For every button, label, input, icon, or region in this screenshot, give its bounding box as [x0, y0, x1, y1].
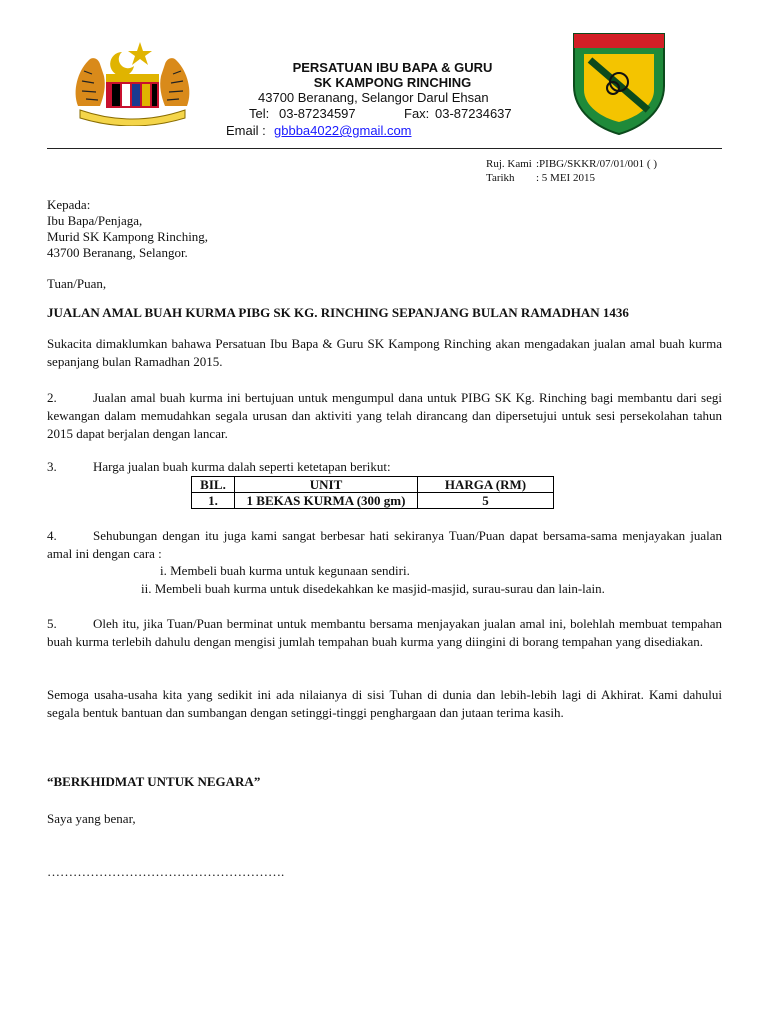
reference-number: :PIBG/SKKR/07/01/001 ( ) [536, 158, 658, 170]
recipient-line3: 43700 Beranang, Selangor. [47, 245, 188, 260]
table-row [192, 493, 554, 509]
reference-label: Ruj. Kami [486, 158, 532, 170]
header-harga: HARGA (RM) [418, 477, 554, 493]
price-table [191, 476, 554, 509]
malaysia-coat-of-arms-logo [70, 36, 195, 126]
cell-unit: 1 BEKAS KURMA (300 gm) [235, 493, 418, 509]
paragraph-3-number: 3. [47, 459, 57, 474]
salutation: Tuan/Puan, [47, 276, 107, 291]
paragraph-5-number: 5. [47, 616, 57, 631]
paragraph-2-text: Jualan amal buah kurma ini bertujuan untuk mengumpul dana untuk PIBG SK Kg. Rinching bagi membantu dari segi kewangan dalam memudahkan segala urusan dan aktiviti yang telah dirancang dan dipersetujui untuk sesi persekolahan tahun 2015 dapat berjalan dengan lancar. [47, 390, 722, 441]
school-address: 43700 Beranang, Selangor Darul Ehsan [258, 90, 489, 105]
paragraph-1: Sukacita dimaklumkan bahawa Persatuan Ibu Bapa & Guru SK Kampong Rinching akan mengadakan jualan amal buah kurma sepanjang bulan Ramadhan 2015. [47, 336, 722, 369]
closing-paragraph: Semoga usaha-usaha kita yang sedikit ini ada nilaianya di sisi Tuhan di dunia dan lebih-lebih lagi di Akhirat. Kami dahului segala bentuk bantuan dan sumbangan dengan setinggi-tinggi penghargaan dan jutaan terima kasih. [47, 687, 722, 720]
header-bil: BIL. [192, 477, 235, 493]
tel-label: Tel: [249, 106, 270, 121]
list-item: i. Membeli buah kurma untuk kegunaan sendiri. [160, 563, 410, 578]
letter-subject: JUALAN AMAL BUAH KURMA PIBG SK KG. RINCHING SEPANJANG BULAN RAMADHAN 1436 [47, 305, 629, 320]
paragraph-4 [47, 527, 722, 563]
cell-bil: 1. [192, 493, 235, 509]
paragraph-2-number: 2. [47, 390, 57, 405]
cell-harga: 5 [418, 493, 554, 509]
email-label: Email : [226, 123, 266, 138]
paragraph-3-text: Harga jualan buah kurma dalah seperti ketetapan berikut: [93, 459, 391, 474]
recipient-line1: Ibu Bapa/Penjaga, [47, 213, 143, 228]
recipient-line2: Murid SK Kampong Rinching, [47, 229, 209, 244]
paragraph-2 [47, 389, 722, 443]
date-label: Tarikh [486, 172, 515, 184]
org-name: PERSATUAN IBU BAPA & GURU [292, 60, 493, 75]
paragraph-5-text: Oleh itu, jika Tuan/Puan berminat untuk membantu bersama menjayakan jualan amal ini, bolehlah membuat tempahan buah kurma terlebih dahulu dengan mengisi jumlah tempahan buah kurma yang diingini di borang tempahan yang disediakan. [47, 616, 722, 649]
recipient-kepada: Kepada: [47, 197, 91, 212]
header-unit: UNIT [235, 477, 418, 493]
paragraph-5 [47, 615, 722, 651]
email-link[interactable]: gbbba4022@gmail.com [274, 123, 412, 138]
header-divider [47, 148, 722, 149]
motto: “BERKHIDMAT UNTUK NEGARA” [47, 774, 261, 789]
paragraph-4-number: 4. [47, 528, 57, 543]
paragraph-4-text: Sehubungan dengan itu juga kami sangat berbesar hati sekiranya Tuan/Puan dapat bersama-sama menjayakan jualan amal ini dengan cara : [47, 528, 722, 561]
fax-label: Fax: [404, 106, 430, 121]
date-value: : 5 MEI 2015 [536, 172, 595, 184]
signoff: Saya yang benar, [47, 811, 136, 826]
school-name: SK KAMPONG RINCHING [313, 75, 472, 90]
fax-number: 03-87234637 [435, 106, 512, 121]
tel-number: 03-87234597 [279, 106, 356, 121]
price-table-header [192, 477, 554, 493]
signature-line: ………………………………………………. [47, 864, 285, 879]
list-item: ii. Membeli buah kurma untuk disedekahkan ke masjid-masjid, surau-surau dan lain-lain. [141, 581, 605, 596]
paragraph-3 [47, 458, 722, 476]
